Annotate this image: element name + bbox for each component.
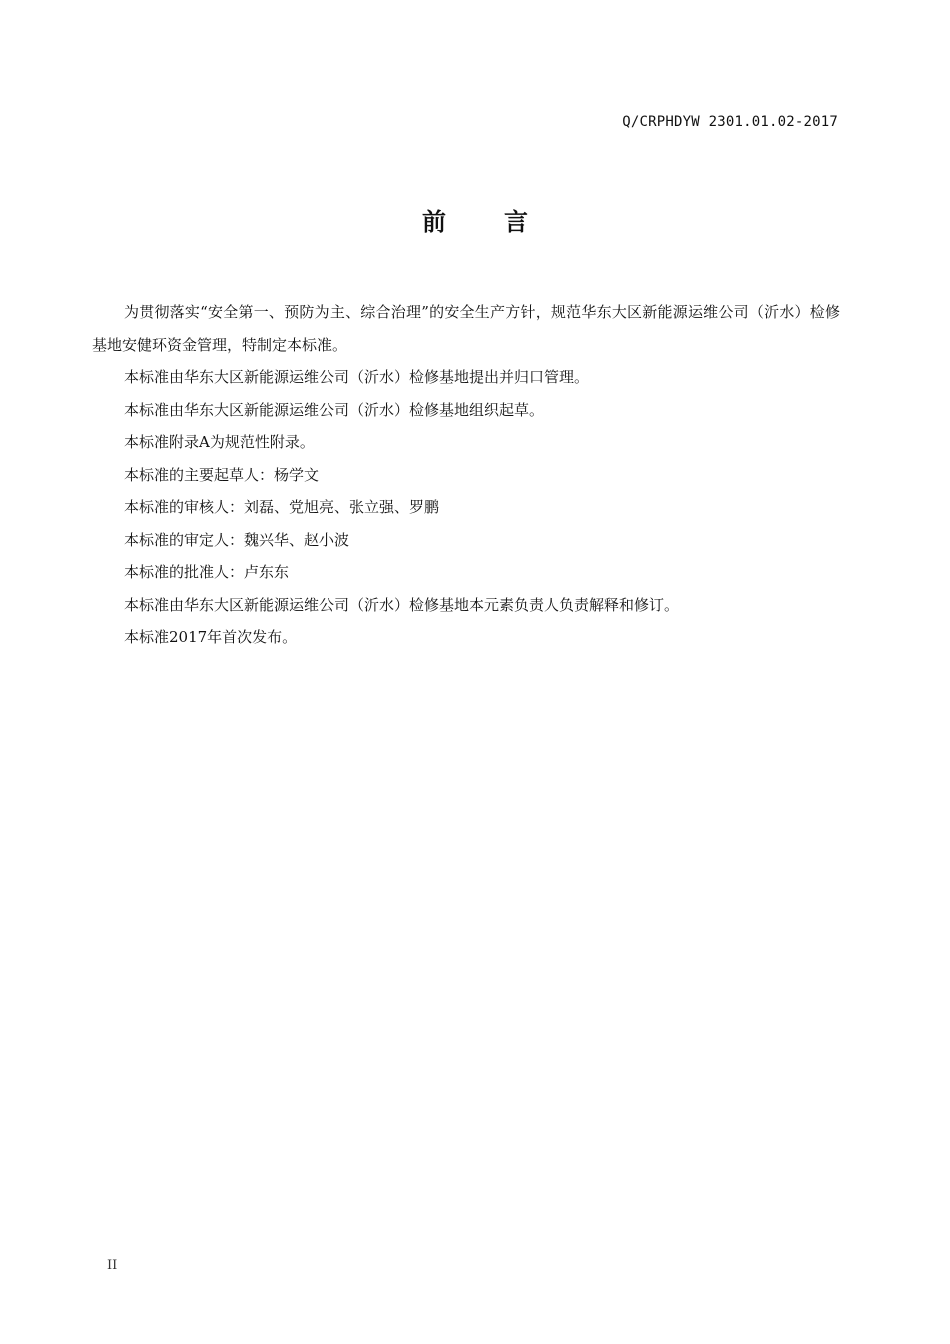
paragraph-examiners: 本标准的审定人：魏兴华、赵小波 xyxy=(124,530,350,549)
foreword-body xyxy=(92,296,840,654)
page-title: 前言 xyxy=(422,208,586,236)
paragraph-release: 本标准2017年首次发布。 xyxy=(124,628,298,646)
page-number: II xyxy=(107,1258,118,1273)
document-code: Q/CRPHDYW 2301.01.02-2017 xyxy=(622,114,838,130)
paragraph-purpose: 为贯彻落实“安全第一、预防为主、综合治理”的安全生产方针，规范华东大区新能源运维公司（沂水）检修基地安健环资金管理，特制定本标准。 xyxy=(92,303,840,354)
paragraph-approver: 本标准的批准人：卢东东 xyxy=(124,563,290,581)
paragraph-reviewers: 本标准的审核人：刘磊、党旭亮、张立强、罗鹏 xyxy=(124,498,440,516)
paragraph-appendix: 本标准附录A为规范性附录。 xyxy=(124,433,315,451)
paragraph-drafting-org: 本标准由华东大区新能源运维公司（沂水）检修基地组织起草。 xyxy=(124,400,545,419)
paragraph-interpretation: 本标准由华东大区新能源运维公司（沂水）检修基地本元素负责人负责解释和修订。 xyxy=(124,595,680,614)
paragraph-proposer: 本标准由华东大区新能源运维公司（沂水）检修基地提出并归口管理。 xyxy=(124,368,590,386)
paragraph-main-drafter: 本标准的主要起草人：杨学文 xyxy=(124,465,320,484)
